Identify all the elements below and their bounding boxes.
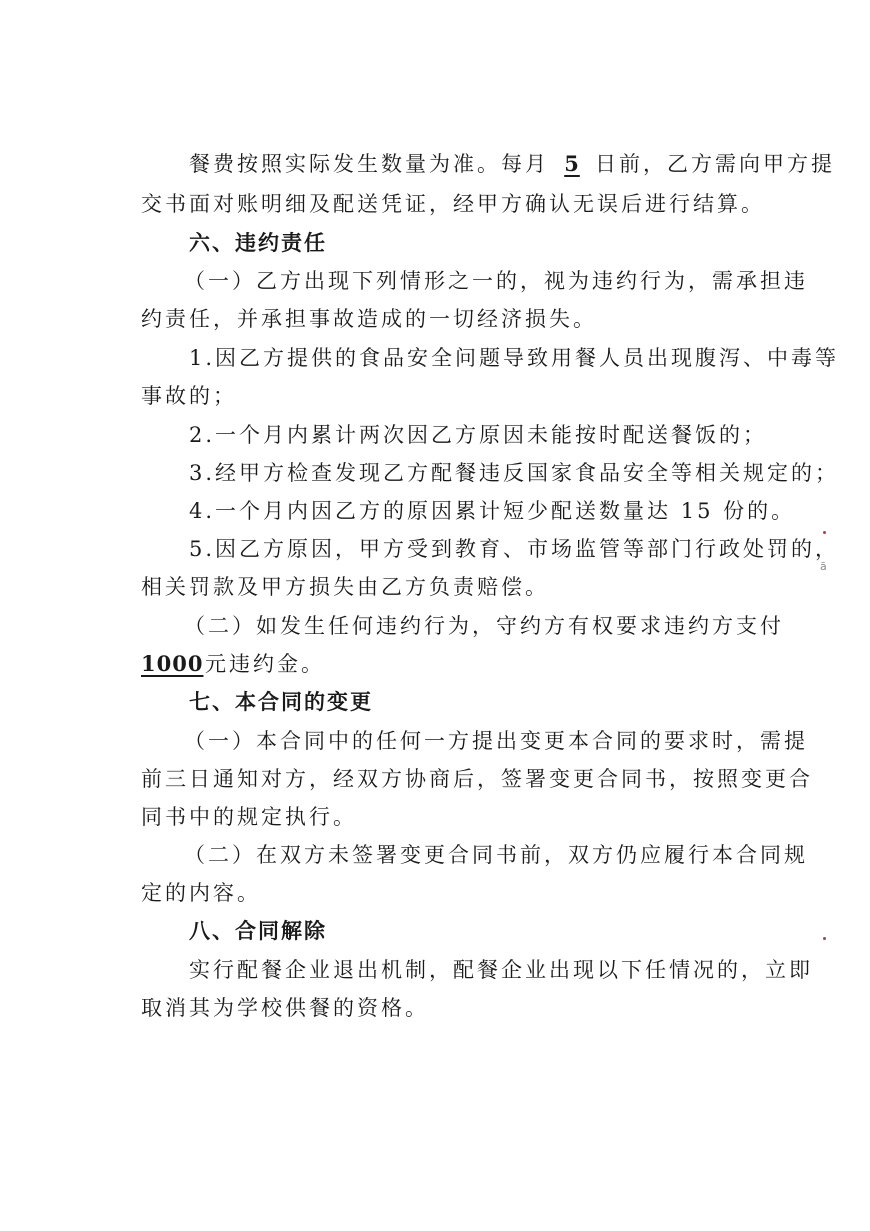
breach-clause-2-line-1: （二）如发生任何违约行为，守约方有权要求违约方支付 <box>184 614 784 638</box>
penalty-text: 元违约金。 <box>205 652 325 676</box>
breach-item-1-line-2: 事故的； <box>141 384 237 408</box>
penalty-amount-blank: 1000 <box>141 651 204 676</box>
amendment-clause-1-line-3: 同书中的规定执行。 <box>141 805 357 829</box>
section-heading-breach: 六、违约责任 <box>189 231 327 255</box>
termination-paragraph-line-1: 实行配餐企业退出机制，配餐企业出现以下任情况的，立即 <box>189 958 813 982</box>
breach-item-2: 2.一个月内累计两次因乙方原因未能按时配送餐饭的； <box>189 423 768 447</box>
settlement-text-b: 日前，乙方需向甲方提 <box>595 152 835 176</box>
breach-item-5-line-1: 5.因乙方原因，甲方受到教育、市场监管等部门行政处罚的， <box>189 537 840 561</box>
section-heading-termination: 八、合同解除 <box>189 919 327 943</box>
amendment-clause-2-line-1: （二）在双方未签署变更合同书前，双方仍应履行本合同规 <box>184 843 808 867</box>
payment-day-blank: 5 <box>564 151 580 176</box>
scan-speck <box>823 531 826 534</box>
breach-item-1-line-1: 1.因乙方提供的食品安全问题导致用餐人员出现腹泻、中毒等 <box>189 346 840 370</box>
margin-mark: ā <box>820 560 827 573</box>
breach-clause-2-line-2 <box>0 650 870 678</box>
breach-item-5-line-2: 相关罚款及甲方损失由乙方负责赔偿。 <box>141 575 549 599</box>
amendment-clause-1-line-1: （一）本合同中的任何一方提出变更本合同的要求时，需提 <box>184 729 808 753</box>
breach-clause-1-line-1: （一）乙方出现下列情形之一的，视为违约行为，需承担违 <box>184 269 808 293</box>
settlement-text-a: 餐费按照实际发生数量为准。每月 <box>189 152 549 176</box>
amendment-clause-2-line-2: 定的内容。 <box>141 881 261 905</box>
settlement-paragraph-line-1 <box>0 150 870 178</box>
amendment-clause-1-line-2: 前三日通知对方，经双方协商后，签署变更合同书，按照变更合 <box>141 767 813 791</box>
breach-clause-1-line-2: 约责任，并承担事故造成的一切经济损失。 <box>141 307 597 331</box>
termination-paragraph-line-2: 取消其为学校供餐的资格。 <box>141 996 429 1020</box>
settlement-paragraph-line-2: 交书面对账明细及配送凭证，经甲方确认无误后进行结算。 <box>141 192 765 216</box>
section-heading-amendment: 七、本合同的变更 <box>189 690 373 714</box>
breach-item-4: 4.一个月内因乙方的原因累计短少配送数量达 15 份的。 <box>189 499 796 523</box>
scan-speck-2 <box>823 937 826 940</box>
breach-item-3: 3.经甲方检查发现乙方配餐违反国家食品安全等相关规定的； <box>189 461 840 485</box>
